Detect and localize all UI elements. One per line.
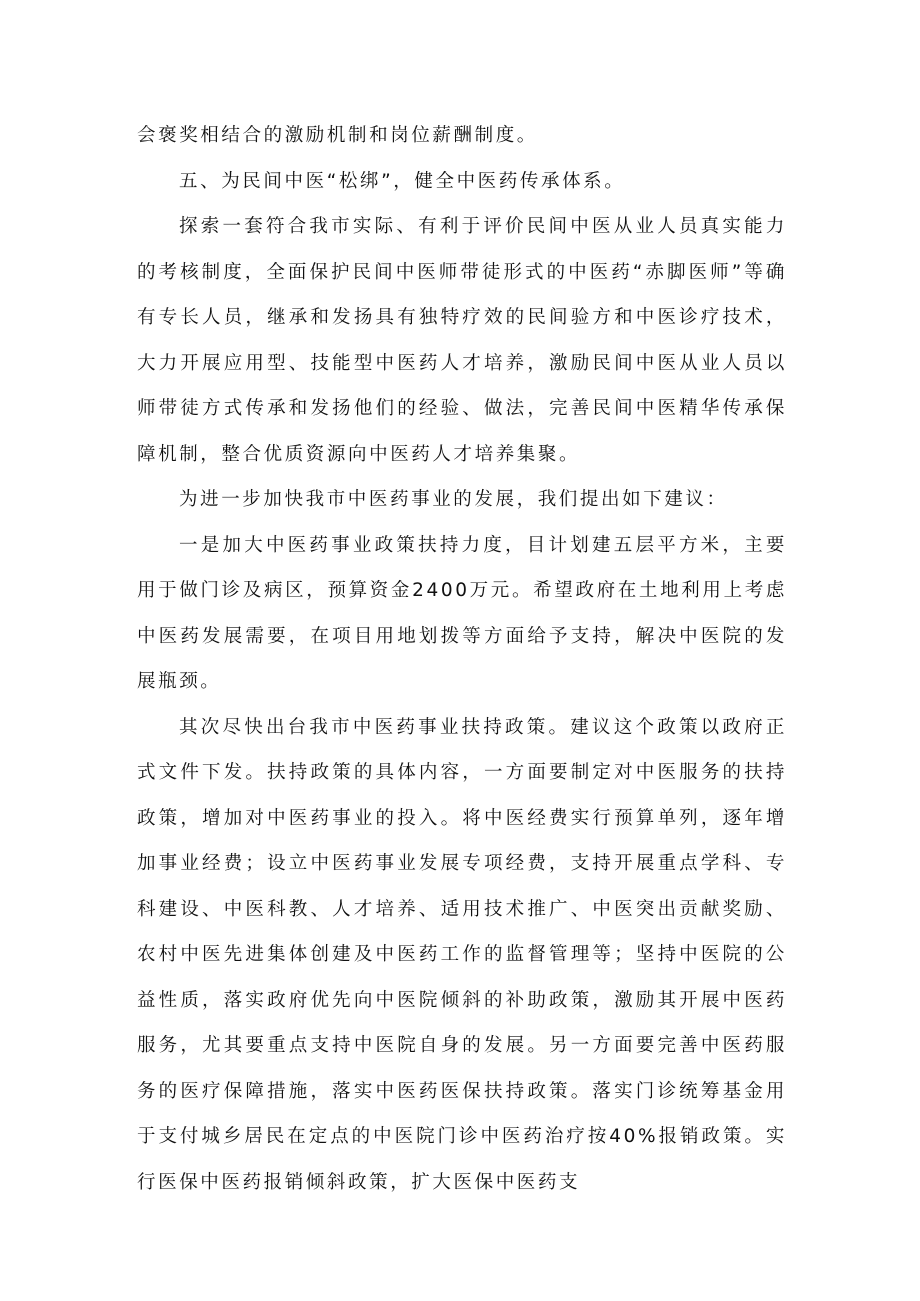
paragraph-assessment-system: 探索一套符合我市实际、有利于评价民间中医从业人员真实能力的考核制度，全面保护民间中医师带徒形式的中医药“赤脚医师”等确有专长人员，继承和发扬具有独特疗效的民间验方和中医诊疗技术，大力开展应用型、技能型中医药人才培养，激励民间中医从业人员以师带徒方式传承和发扬他们的经验、做法，完善民间中医精华传承保障机制，整合优质资源向中医药人才培养集聚。 — [137, 216, 787, 465]
paragraph-continuation: 会褒奖相结合的激励机制和岗位薪酬制度。 — [137, 125, 538, 146]
paragraph-suggestion-two: 其次尽快出台我市中医药事业扶持政策。建议这个政策以政府正式文件下发。扶持政策的具体内容，一方面要制定对中医服务的扶持政策，增加对中医药事业的投入。将中医经费实行预算单列，逐年增加事业经费；设立中医药事业发展专项经费，支持开展重点学科、专科建设、中医科教、人才培养、适用技术推广、中医突出贡献奖励、农村中医先进集体创建及中医药工作的监督管理等；坚持中医院的公益性质，落实政府优先向中医院倾斜的补助政策，激励其开展中医药服务，尤其要重点支持中医院自身的发展。另一方面要完善中医药服务的医疗保障措施，落实中医药医保扶持政策。落实门诊统筹基金用于支付城乡居民在定点的中医院门诊中医药治疗按40%报销政策。实行医保中医药报销倾斜政策，扩大医保中医药支 — [137, 716, 787, 1193]
paragraph-suggestions-intro: 为进一步加快我市中医药事业的发展，我们提出如下建议： — [179, 489, 728, 510]
paragraph-suggestion-one: 一是加大中医药事业政策扶持力度，目计划建五层平方米，主要用于做门诊及病区，预算资金2400万元。希望政府在土地利用上考虑中医药发展需要，在项目用地划拨等方面给予支持，解决中医院的发展瓶颈。 — [137, 534, 787, 692]
section-heading-five: 五、为民间中医“松绑”，健全中医药传承体系。 — [179, 170, 626, 192]
document-body — [137, 113, 787, 1205]
